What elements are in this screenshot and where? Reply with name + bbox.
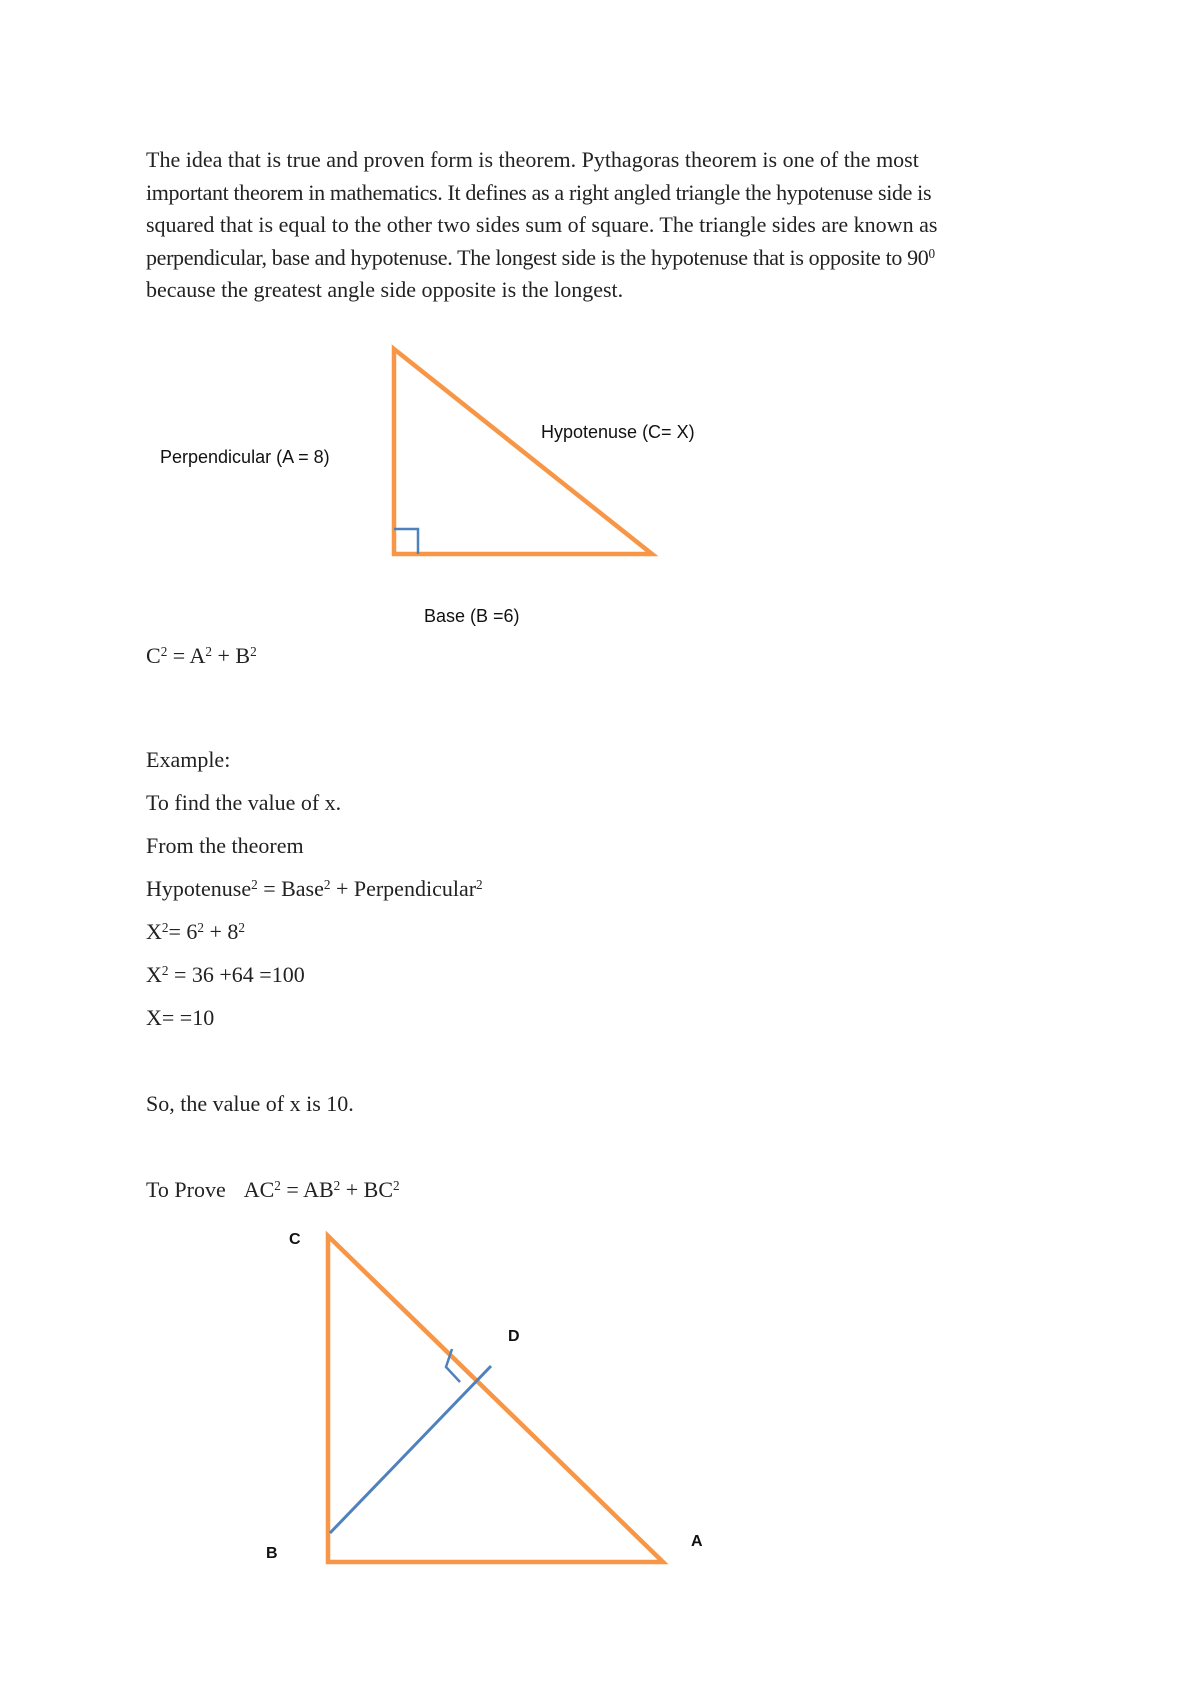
example-find: To find the value of x. <box>146 790 342 815</box>
formula-exp-1: 2 <box>160 643 168 659</box>
example-l2-b: = 6 <box>168 919 198 944</box>
example-l1-b: = Base <box>257 876 324 901</box>
proof-lhs: AC <box>243 1177 275 1202</box>
intro-line-5: because the greatest angle side opposite is the longest. <box>146 277 624 302</box>
example-l2-c: + 8 <box>204 919 239 944</box>
altitude-bd <box>330 1366 491 1533</box>
intro-line-1: The idea that is true and proven form is theorem. Pythagoras theorem is one of the most <box>146 147 919 172</box>
example-line-4: X= =10 <box>146 1005 215 1030</box>
label-d: D <box>508 1328 520 1345</box>
example-conclusion: So, the value of x is 10. <box>146 1091 354 1116</box>
formula-exp-2: 2 <box>205 643 212 659</box>
formula-eq: = A <box>167 643 206 668</box>
label-c: C <box>289 1231 301 1248</box>
formula-c: C <box>146 643 161 668</box>
intro-line-3: squared that is equal to the other two sides sum of square. The triangle sides are known as <box>146 212 938 237</box>
proof-exp-3: 2 <box>393 1177 400 1193</box>
formula-plus: + B <box>211 643 251 668</box>
proof-exp-2: 2 <box>333 1177 341 1193</box>
degree-superscript: 0 <box>928 245 935 261</box>
proof-m2: + BC <box>340 1177 394 1202</box>
proof-exp-1: 2 <box>274 1177 281 1193</box>
example-l2-exp-1: 2 <box>161 919 169 935</box>
example-l2-exp-2: 2 <box>197 919 204 935</box>
label-b: B <box>266 1545 278 1562</box>
example-heading: Example: <box>146 747 231 772</box>
example-l1-exp-1: 2 <box>251 876 258 892</box>
hypotenuse-label: Hypotenuse (C= X) <box>541 422 695 442</box>
example-l1-exp-2: 2 <box>323 876 331 892</box>
example-l2-a: X <box>146 919 162 944</box>
proof-m1: = AB <box>280 1177 334 1202</box>
example-l3-a: X <box>146 962 162 987</box>
example-l3-exp: 2 <box>161 962 169 978</box>
example-from: From the theorem <box>146 833 304 858</box>
label-a: A <box>691 1533 703 1550</box>
base-label: Base (B =6) <box>424 606 520 626</box>
example-l1-a: Hypotenuse <box>146 876 252 901</box>
formula-exp-3: 2 <box>250 643 257 659</box>
proof-triangle-outline <box>328 1236 663 1562</box>
example-l3-b: = 36 +64 =100 <box>168 962 305 987</box>
example-l2-exp-3: 2 <box>238 919 246 935</box>
perpendicular-label: Perpendicular (A = 8) <box>160 447 330 467</box>
intro-line-2: important theorem in mathematics. It defines as a right angled triangle the hypotenuse side is <box>146 179 932 205</box>
intro-line-4-text: perpendicular, base and hypotenuse. The longest side is the hypotenuse that is opposite to 90 <box>146 244 929 270</box>
example-l1-c: + Perpendicular <box>330 876 477 901</box>
to-prove-label: To Prove <box>146 1177 226 1202</box>
example-l1-exp-3: 2 <box>476 876 483 892</box>
